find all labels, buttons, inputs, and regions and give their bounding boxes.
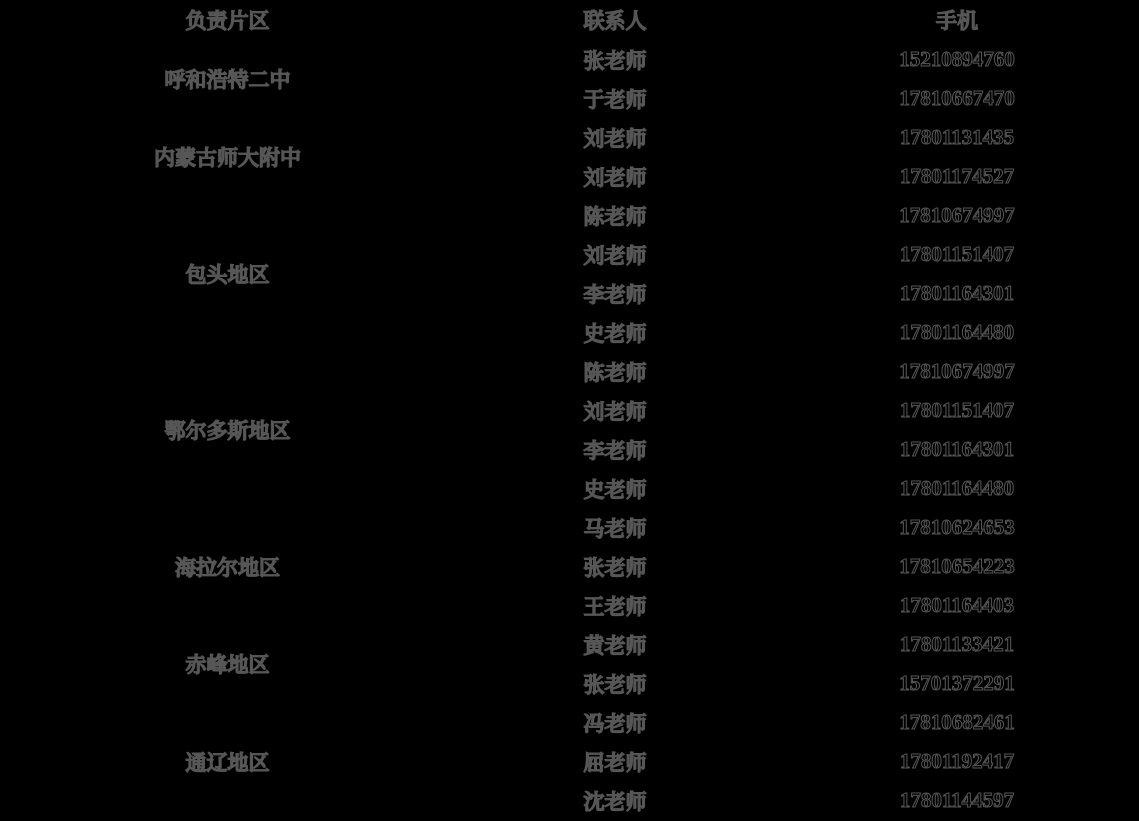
table-row (0, 40, 1139, 79)
contact-name-cell: 屈老师 (583, 750, 647, 775)
phone-cell: 17801151407 (899, 398, 1015, 422)
header-contact: 联系人 (583, 9, 647, 33)
phone-cell: 17810624653 (899, 515, 1015, 539)
phone-cell: 17801164480 (899, 476, 1015, 500)
phone-cell: 17810654223 (899, 554, 1015, 578)
region-cell: 呼和浩特二中 (164, 68, 291, 92)
phone-cell: 17801192417 (899, 749, 1015, 773)
contact-name-cell: 李老师 (583, 282, 647, 307)
phone-cell: 17801144597 (899, 788, 1015, 812)
contact-name-cell: 于老师 (583, 87, 647, 112)
header-row (0, 0, 1139, 40)
contact-name-cell: 刘老师 (583, 165, 647, 190)
contact-name-cell: 冯老师 (583, 711, 647, 736)
phone-cell: 17801164403 (899, 593, 1015, 617)
phone-cell: 17801133421 (899, 632, 1015, 656)
contact-name-cell: 史老师 (583, 477, 647, 502)
contact-name-cell: 马老师 (583, 516, 647, 541)
contact-name-cell: 张老师 (583, 48, 647, 73)
table-row (0, 625, 1139, 664)
phone-cell: 15701372291 (899, 671, 1015, 695)
table-row (0, 703, 1139, 742)
contact-name-cell: 陈老师 (583, 360, 647, 385)
phone-cell: 17801164301 (899, 281, 1015, 305)
phone-cell: 17801164301 (899, 437, 1015, 461)
phone-cell: 17801131435 (899, 125, 1015, 149)
table-row (0, 508, 1139, 547)
contact-name-cell: 刘老师 (583, 399, 647, 424)
table-row (0, 118, 1139, 157)
phone-cell: 17810667470 (899, 86, 1015, 110)
contact-name-cell: 史老师 (583, 321, 647, 346)
region-cell: 包头地区 (185, 263, 270, 287)
region-cell: 内蒙古师大附中 (154, 146, 301, 170)
contact-name-cell: 张老师 (583, 672, 647, 697)
table-row (0, 196, 1139, 235)
phone-cell: 17801151407 (899, 242, 1015, 266)
region-cell: 通辽地区 (185, 750, 270, 775)
contact-name-cell: 陈老师 (583, 204, 647, 229)
contact-name-cell: 刘老师 (583, 126, 647, 151)
phone-cell: 17801164480 (899, 320, 1015, 344)
header-phone: 手机 (936, 9, 978, 33)
region-cell: 鄂尔多斯地区 (164, 419, 291, 443)
contact-name-cell: 王老师 (583, 594, 647, 619)
table-row (0, 352, 1139, 391)
phone-cell: 17810674997 (899, 203, 1015, 227)
region-cell: 海拉尔地区 (175, 555, 280, 580)
phone-cell: 17801174527 (899, 164, 1015, 188)
contact-name-cell: 李老师 (583, 438, 647, 463)
contact-name-cell: 张老师 (583, 555, 647, 580)
phone-cell: 17810674997 (899, 359, 1015, 383)
phone-cell: 17810682461 (899, 710, 1015, 734)
header-region: 负责片区 (185, 9, 270, 33)
contact-name-cell: 黄老师 (583, 633, 647, 658)
contact-name-cell: 沈老师 (583, 789, 647, 814)
phone-cell: 15210894760 (899, 47, 1015, 71)
contact-name-cell: 刘老师 (583, 243, 647, 268)
region-cell: 赤峰地区 (185, 653, 270, 677)
